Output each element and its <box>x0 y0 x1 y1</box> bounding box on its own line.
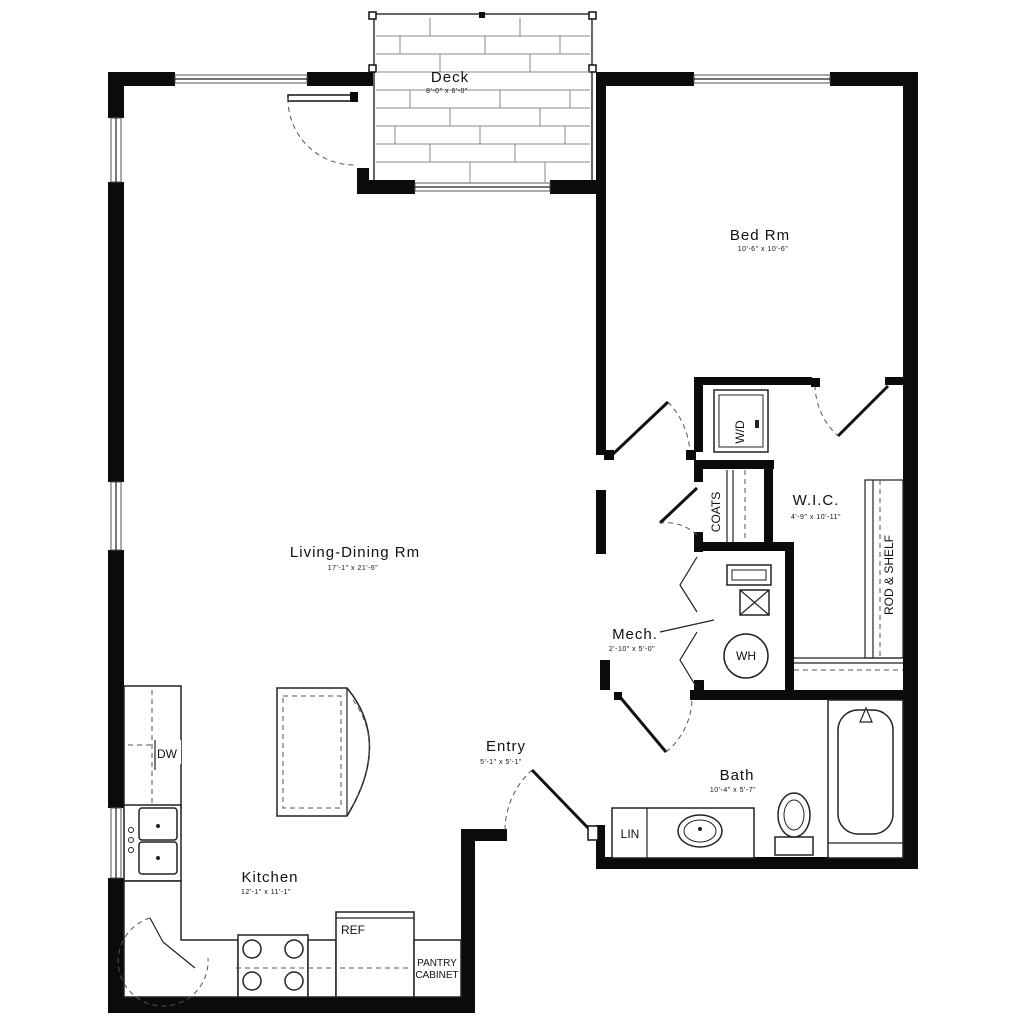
mech-closet-equipment <box>660 565 771 678</box>
linen-label: LIN <box>620 827 640 841</box>
coats-label: COATS <box>709 491 723 533</box>
washer-dryer-label: W/D <box>733 420 747 444</box>
entry-name: Entry <box>485 738 527 755</box>
kitchen-island <box>277 688 370 816</box>
bedroom-name: Bed Rm <box>729 227 791 244</box>
windows <box>111 75 830 878</box>
mech-name: Mech. <box>612 626 658 643</box>
rod-shelf-label: ROD & SHELF <box>882 534 896 616</box>
dishwasher-label: DW <box>157 747 177 761</box>
coats-closet <box>709 470 745 542</box>
bath-fixtures <box>612 700 903 858</box>
water-heater-label: WH <box>736 649 756 663</box>
entry-dims: 5'-1" x 5'-1" <box>480 759 522 766</box>
deck-name: Deck <box>430 69 470 86</box>
bath-name: Bath <box>719 767 755 784</box>
walls <box>108 72 918 1013</box>
bedroom-dims: 10'-6" x 10'-6" <box>737 246 789 253</box>
deck-dims: 8'-0" x 6'-0" <box>426 88 468 95</box>
living-dining-dims: 17'-1" x 21'-6" <box>327 565 379 572</box>
wic-dims: 4'-9" x 10'-11" <box>790 514 842 521</box>
pantry-label-line1: PANTRY <box>417 958 457 969</box>
mech-dims: 2'-10" x 5'-0" <box>608 646 656 653</box>
living-dining-name: Living-Dining Rm <box>289 544 421 561</box>
refrigerator-label: REF <box>341 923 365 937</box>
kitchen-dims: 12'-1" x 11'-1" <box>240 889 292 896</box>
pantry-label-line2: CABINET <box>415 970 459 981</box>
washer-dryer <box>714 390 768 452</box>
wic-name: W.I.C. <box>792 492 840 509</box>
deck-area <box>369 12 596 184</box>
kitchen-name: Kitchen <box>241 869 299 886</box>
bath-dims: 10'-4" x 5'-7" <box>709 787 757 794</box>
